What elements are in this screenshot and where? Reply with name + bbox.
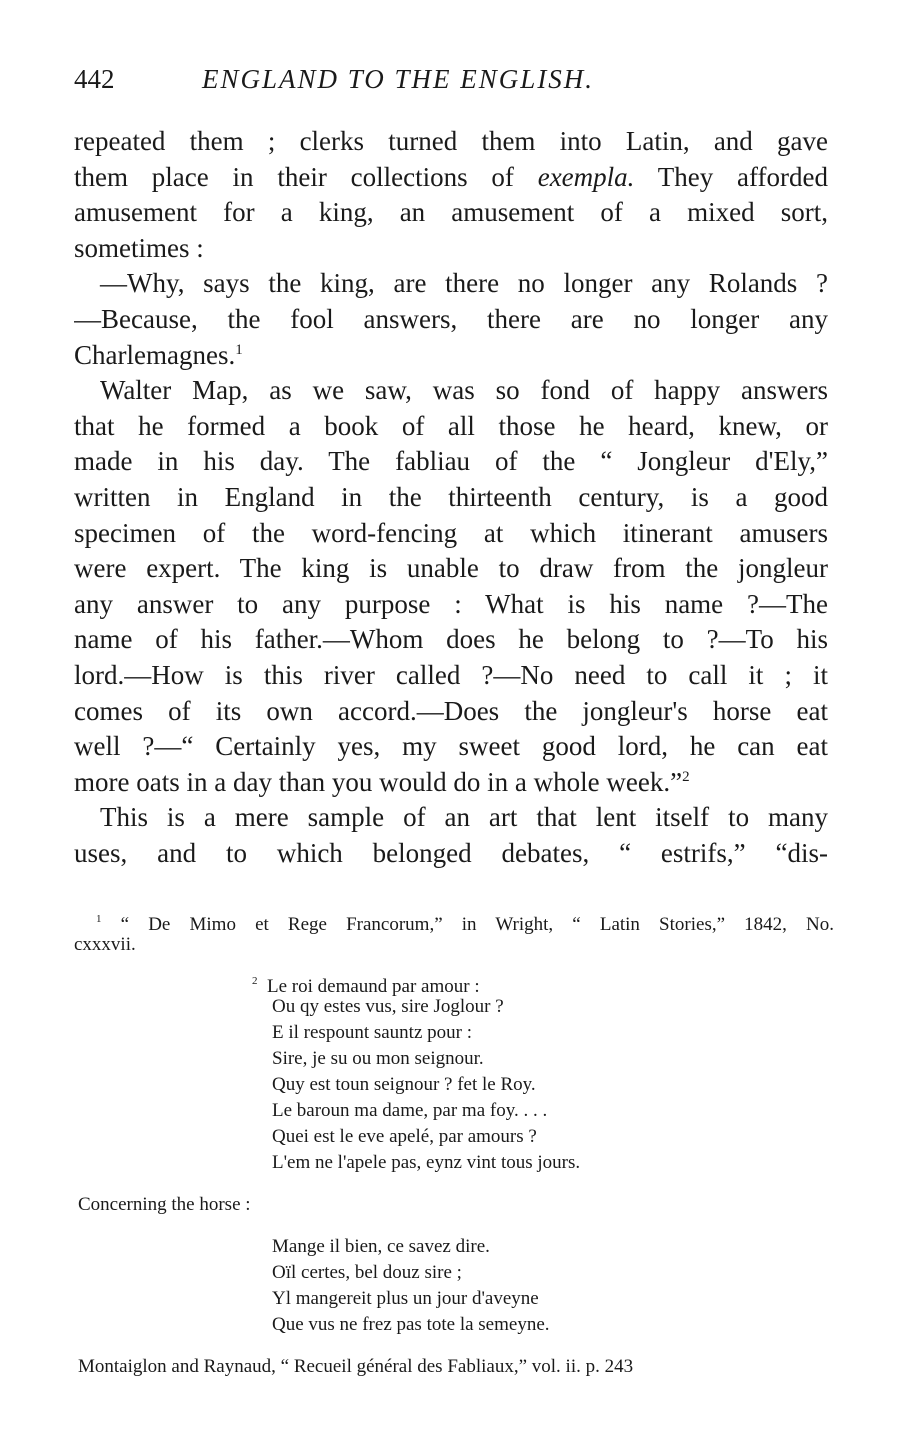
verse-line: Quy est toun seignour ? fet le Roy. [272,1074,536,1095]
body-line: well ?—“ Certainly yes, my sweet good lord, he can eat [74,731,828,762]
verse-text: Le roi demaund par amour : [267,976,480,997]
body-line-text: They afforded [634,161,828,192]
body-line: This is a mere sample of an art that lent itself to many [100,802,828,833]
body-line [74,338,828,374]
body-line-text: them place in their collections of [74,161,538,192]
footnote-1-line: cxxxvii. [74,934,136,955]
verse-line: Yl mangereit plus un jour d'aveyne [272,1288,539,1309]
verse-line: Ou qy estes vus, sire Joglour ? [272,996,504,1017]
footnote-mark: 2 [252,975,258,987]
italic-term: exempla. [537,161,635,192]
body-line-text: Charlemagnes. [74,339,236,370]
body-line: uses, and to which belonged debates, “ estrifs,” “dis- [74,837,828,868]
body-line: comes of its own accord.—Does the jongleur's horse eat [74,695,828,726]
footnote-ref: 1 [235,341,243,358]
verse-line: Mange il bien, ce savez dire. [272,1236,490,1257]
verse-line: L'em ne l'apele pas, eynz vint tous jours. [272,1152,581,1173]
verse-line: Le baroun ma dame, par ma foy. . . . [272,1100,548,1121]
body-line: written in England in the thirteenth century, is a good [74,481,828,512]
body-line: —Because, the fool answers, there are no longer any [74,303,828,334]
body-line [74,765,828,801]
verse-block-2 [74,1234,834,1338]
body-line: repeated them ; clerks turned them into Latin, and gave [74,126,828,156]
verse-line: E il respount sauntz pour : [272,1022,472,1043]
verse-line: Sire, je su ou mon seignour. [272,1048,484,1069]
body-line: —Why, says the king, are there no longer any Rolands ? [100,268,828,299]
footnote-1-line [74,906,835,935]
running-head: ENGLAND TO THE ENGLISH. [202,64,595,94]
body-line: any answer to any purpose : What is his name ?—The [74,588,828,619]
body-line: specimen of the word-fencing at which itinerant amusers [74,517,828,548]
page-header [74,64,834,100]
body-line: lord.—How is this river called ?—No need to call it ; it [74,659,828,690]
body-line: sometimes : [74,232,204,263]
footnotes [74,906,834,1380]
body-line [74,160,828,196]
body-line: Walter Map, as we saw, was so fond of happy answers [100,375,828,406]
body-line: name of his father.—Whom does he belong to ?—To his [74,624,828,655]
body-line: that he formed a book of all those he heard, knew, or [74,410,828,441]
page-number: 442 [74,64,115,94]
footnote-ref: 2 [682,768,690,785]
body-line-text: more oats in a day than you would do in a whole week.” [74,766,683,797]
citation: Montaiglon and Raynaud, “ Recueil général des Fabliaux,” vol. ii. p. 243 [78,1356,634,1377]
verse-line: Oïl certes, bel douz sire ; [272,1262,462,1283]
verse-block-1 [74,968,834,1176]
horse-intro: Concerning the horse : [78,1194,251,1215]
footnote-mark: 1 [96,913,102,925]
verse-line [252,968,834,997]
body-text [74,124,828,871]
body-line: amusement for a king, an amusement of a mixed sort, [74,197,828,228]
body-line: made in his day. The fabliau of the “ Jongleur d'Ely,” [74,446,828,477]
footnote-text: “ De Mimo et Rege Francorum,” in Wright, “ Latin Stories,” 1842, No. [120,914,835,935]
verse-line: Quei est le eve apelé, par amours ? [272,1126,537,1147]
verse-line: Que vus ne frez pas tote la semeyne. [272,1314,550,1335]
body-line: were expert. The king is unable to draw from the jongleur [74,553,828,584]
